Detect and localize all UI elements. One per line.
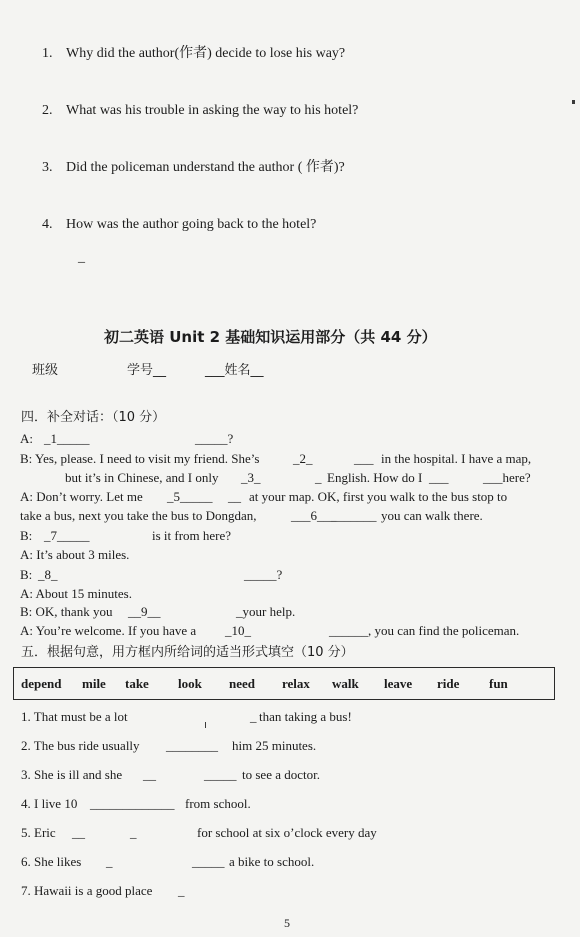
sentence-text: 4. I live 10 — [21, 796, 78, 811]
section4-heading-text: 四．补全对话：（10 分） — [21, 410, 166, 425]
blank: _ — [178, 883, 185, 898]
sentence-text: a bike to school. — [229, 854, 315, 869]
section5-heading-text: 五．根据句意，用方框内所给词的适当形式填空（10 分） — [21, 645, 354, 660]
word-box-item: fun — [489, 676, 508, 691]
number-label: 学号__ — [127, 363, 167, 378]
blank-tail: _____ — [204, 767, 237, 782]
dialogue-text: at your map. OK, first you walk to the bus stop to — [249, 489, 508, 504]
blank-4: ___ — [429, 470, 449, 485]
blank-7: _7_____ — [44, 528, 90, 543]
blank-9: __9__ — [128, 604, 161, 619]
sentence-text: for school at six o’clock every day — [197, 825, 377, 840]
word-box-item: mile — [82, 676, 106, 691]
blank-tail: _ — [315, 470, 322, 485]
dialogue-text: is it from here? — [152, 528, 232, 543]
dialogue-text: take a bus, next you take the bus to Dongdan, — [20, 508, 257, 523]
sentence-text: 5. Eric — [21, 825, 56, 840]
word-box-item: ride — [437, 676, 460, 691]
sentence-text: 1. That must be a lot — [21, 709, 128, 724]
section-title-text: 初二英语 Unit 2 基础知识运用部分（共 44 分） — [104, 328, 437, 346]
sentence-text: 3. She is ill and she — [21, 767, 123, 782]
sentence-text: 7. Hawaii is a good place — [21, 883, 153, 898]
word-box-item: look — [178, 676, 202, 691]
word-box-item: need — [229, 676, 255, 691]
blank-10: _10_ — [225, 623, 251, 638]
dialogue-text: , you can find the policeman. — [368, 623, 520, 638]
question-number: 3. — [42, 160, 53, 175]
word-box-item: walk — [332, 676, 359, 691]
blank-tail: ___here? — [483, 470, 531, 485]
sentence-text: 2. The bus ride usually — [21, 738, 140, 753]
dialogue-text: but it’s in Chinese, and I only — [65, 470, 219, 485]
blank-tail: _______ — [331, 508, 377, 523]
dialogue-text: you can walk there. — [381, 508, 483, 523]
blank-tail: __ — [228, 489, 241, 504]
dialogue-text: A: It’s about 3 miles. — [20, 547, 130, 562]
dialogue-text: A: About 15 minutes. — [20, 586, 132, 601]
blank: _ — [106, 854, 113, 869]
blank-6: ___6___ — [291, 508, 337, 523]
scan-speck — [205, 722, 206, 728]
blank-tail: _____ — [192, 854, 225, 869]
answer-dash: _ — [78, 250, 85, 265]
blank-3: _3_ — [241, 470, 261, 485]
question-text: Why did the author(作者) decide to lose his way? — [66, 46, 346, 61]
blank-tail: _____? — [244, 567, 283, 582]
blank: __ — [72, 825, 85, 840]
sentence-text: 6. She likes — [21, 854, 82, 869]
question-text: Did the policeman understand the author ( 作者)? — [66, 160, 345, 175]
word-box-item: take — [125, 676, 149, 691]
blank-tail: _____? — [195, 431, 234, 446]
blank-2: _2_ — [293, 451, 313, 466]
speaker-b: B: — [20, 567, 33, 582]
speaker-b: B: — [20, 528, 33, 543]
speaker-a: A: — [20, 431, 33, 446]
word-box — [13, 667, 555, 700]
question-text: What was his trouble in asking the way to his hotel? — [66, 103, 359, 118]
scan-speck — [572, 100, 575, 104]
dialogue-text: in the hospital. I have a map, — [381, 451, 532, 466]
blank-tail: _ — [250, 709, 257, 724]
sentence-text: than taking a bus! — [259, 709, 352, 724]
blank-8: _8_ — [38, 567, 58, 582]
word-box-item: leave — [384, 676, 413, 691]
question-number: 2. — [42, 103, 53, 118]
class-label: 班级 — [32, 363, 59, 378]
dialogue-text: _your help. — [236, 604, 296, 619]
word-box-item: relax — [282, 676, 310, 691]
dialogue-text: B: OK, thank you — [20, 604, 113, 619]
question-number: 4. — [42, 217, 53, 232]
sentence-text: him 25 minutes. — [232, 738, 317, 753]
dialogue-text: A: You’re welcome. If you have a — [20, 623, 197, 638]
dialogue-text: English. How do I — [327, 470, 423, 485]
blank-5: _5_____ — [167, 489, 213, 504]
blank-tail: ______ — [329, 623, 368, 638]
blank: _____________ — [90, 796, 175, 811]
dialogue-text: B: Yes, please. I need to visit my friend. She’s — [20, 451, 260, 466]
blank: ________ — [166, 738, 218, 753]
sentence-text: from school. — [185, 796, 251, 811]
blank-tail: _ — [130, 825, 137, 840]
question-text: How was the author going back to the hotel? — [66, 217, 317, 232]
name-label: ___姓名__ — [205, 363, 264, 378]
sentence-text: to see a doctor. — [242, 767, 320, 782]
blank-1: _1_____ — [44, 431, 90, 446]
dialogue-text: A: Don’t worry. Let me — [20, 489, 143, 504]
blank-tail: ___ — [354, 451, 374, 466]
page-number: 5 — [284, 916, 290, 930]
question-number: 1. — [42, 46, 53, 61]
blank: __ — [143, 767, 156, 782]
word-box-item: depend — [21, 676, 62, 691]
